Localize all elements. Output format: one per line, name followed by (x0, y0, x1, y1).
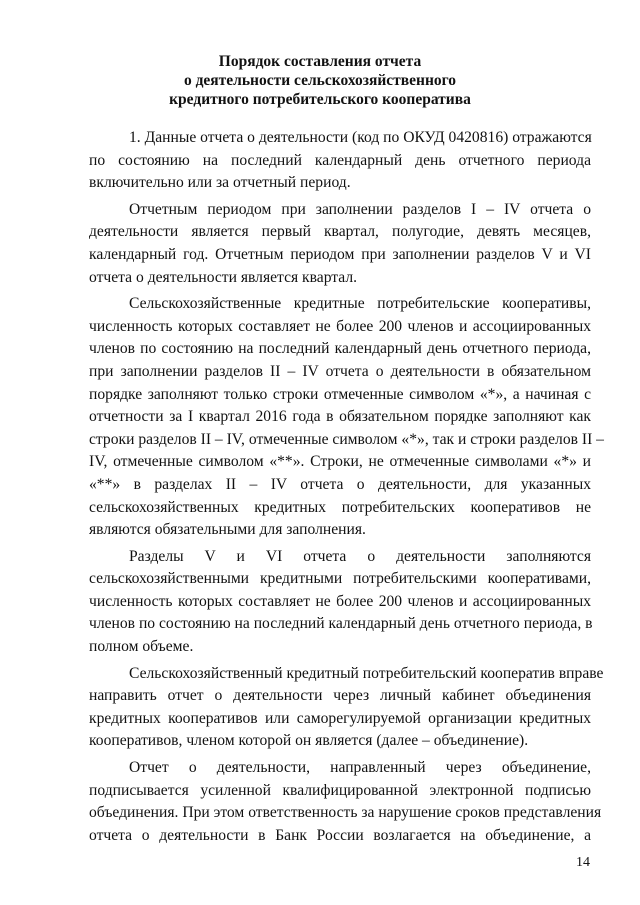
text-line: кредитных кооперативов или саморегулируемой организации кредитных (89, 709, 591, 727)
text-line: членов по состоянию на последний календарный день отчетного периода, (89, 340, 591, 358)
text-line: календарный год. Отчетным периодом при заполнении разделов V и VI (89, 245, 591, 263)
text-line: отчета о деятельности в Банк России возлагается на объединение, а (89, 826, 591, 844)
text-line: при заполнении разделов II – IV отчета о деятельности в обязательном (89, 362, 591, 380)
paragraph-1 (89, 127, 591, 195)
text-line: подписывается усиленной квалифицированной электронной подписью (89, 781, 591, 799)
text-line: Отчет о деятельности, направленный через объединение, (129, 759, 591, 777)
text-line: Сельскохозяйственный кредитный потребительский кооператив вправе (129, 664, 604, 682)
document-title (60, 52, 580, 109)
page-number: 14 (576, 855, 590, 870)
text-line: по состоянию на последний календарный день отчетного периода (89, 151, 591, 169)
text-line: строки разделов II – IV, отмеченные символом «*», так и строки разделов II – (89, 430, 604, 448)
text-line: порядке заполняют только строки отмеченные символом «*», а начиная с (89, 385, 591, 403)
text-line: кооперативов, членом которой он является (далее – объединение). (89, 732, 529, 750)
paragraph-4 (89, 546, 591, 659)
title-line: Порядок составления отчета (218, 53, 422, 70)
paragraph-6 (89, 757, 602, 847)
title-line: кредитного потребительского кооператива (169, 91, 471, 108)
text-line: сельскохозяйственных кредитных потребительских кооперативов не (89, 498, 591, 516)
text-line: численность которых составляет не более 200 членов и ассоциированных (89, 592, 591, 610)
text-line: Отчетным периодом при заполнении разделов I – IV отчета о (129, 200, 591, 218)
text-line: сельскохозяйственными кредитными потребительскими кооперативами, (89, 570, 591, 588)
text-line: направить отчет о деятельности через личный кабинет объединения (89, 687, 591, 705)
text-line: полном объеме. (89, 638, 194, 656)
document-body (89, 127, 604, 847)
text-line: IV, отмеченные символом «**». Строки, не отмеченные символами «*» и (89, 453, 591, 471)
text-line: Сельскохозяйственные кредитные потребительские кооперативы, (129, 295, 591, 313)
text-line: отчета о деятельности является квартал. (89, 268, 358, 286)
paragraph-5 (89, 663, 604, 753)
text-line: деятельности является первый квартал, полугодие, девять месяцев, (89, 223, 591, 241)
paragraph-3 (89, 293, 604, 542)
paragraph-2 (89, 199, 591, 289)
text-line: членов по состоянию на последний календарный день отчетного периода, в (89, 615, 593, 633)
text-line: 1. Данные отчета о деятельности (код по ОКУД 0420816) отражаются (129, 129, 592, 146)
text-line: включительно или за отчетный период. (89, 174, 351, 192)
title-line: о деятельности сельскохозяйственного (183, 72, 457, 89)
text-line: отчетности за I квартал 2016 года в обязательном порядке заполняют как (89, 408, 591, 426)
text-line: Разделы V и VI отчета о деятельности заполняются (129, 547, 591, 565)
text-line: объединения. При этом ответственность за нарушение сроков представления (89, 804, 602, 822)
text-line: являются обязательными для заполнения. (89, 521, 366, 539)
text-line: численность которых составляет не более 200 членов и ассоциированных (89, 317, 591, 335)
text-line: «**» в разделах II – IV отчета о деятельности, для указанных (89, 475, 591, 493)
